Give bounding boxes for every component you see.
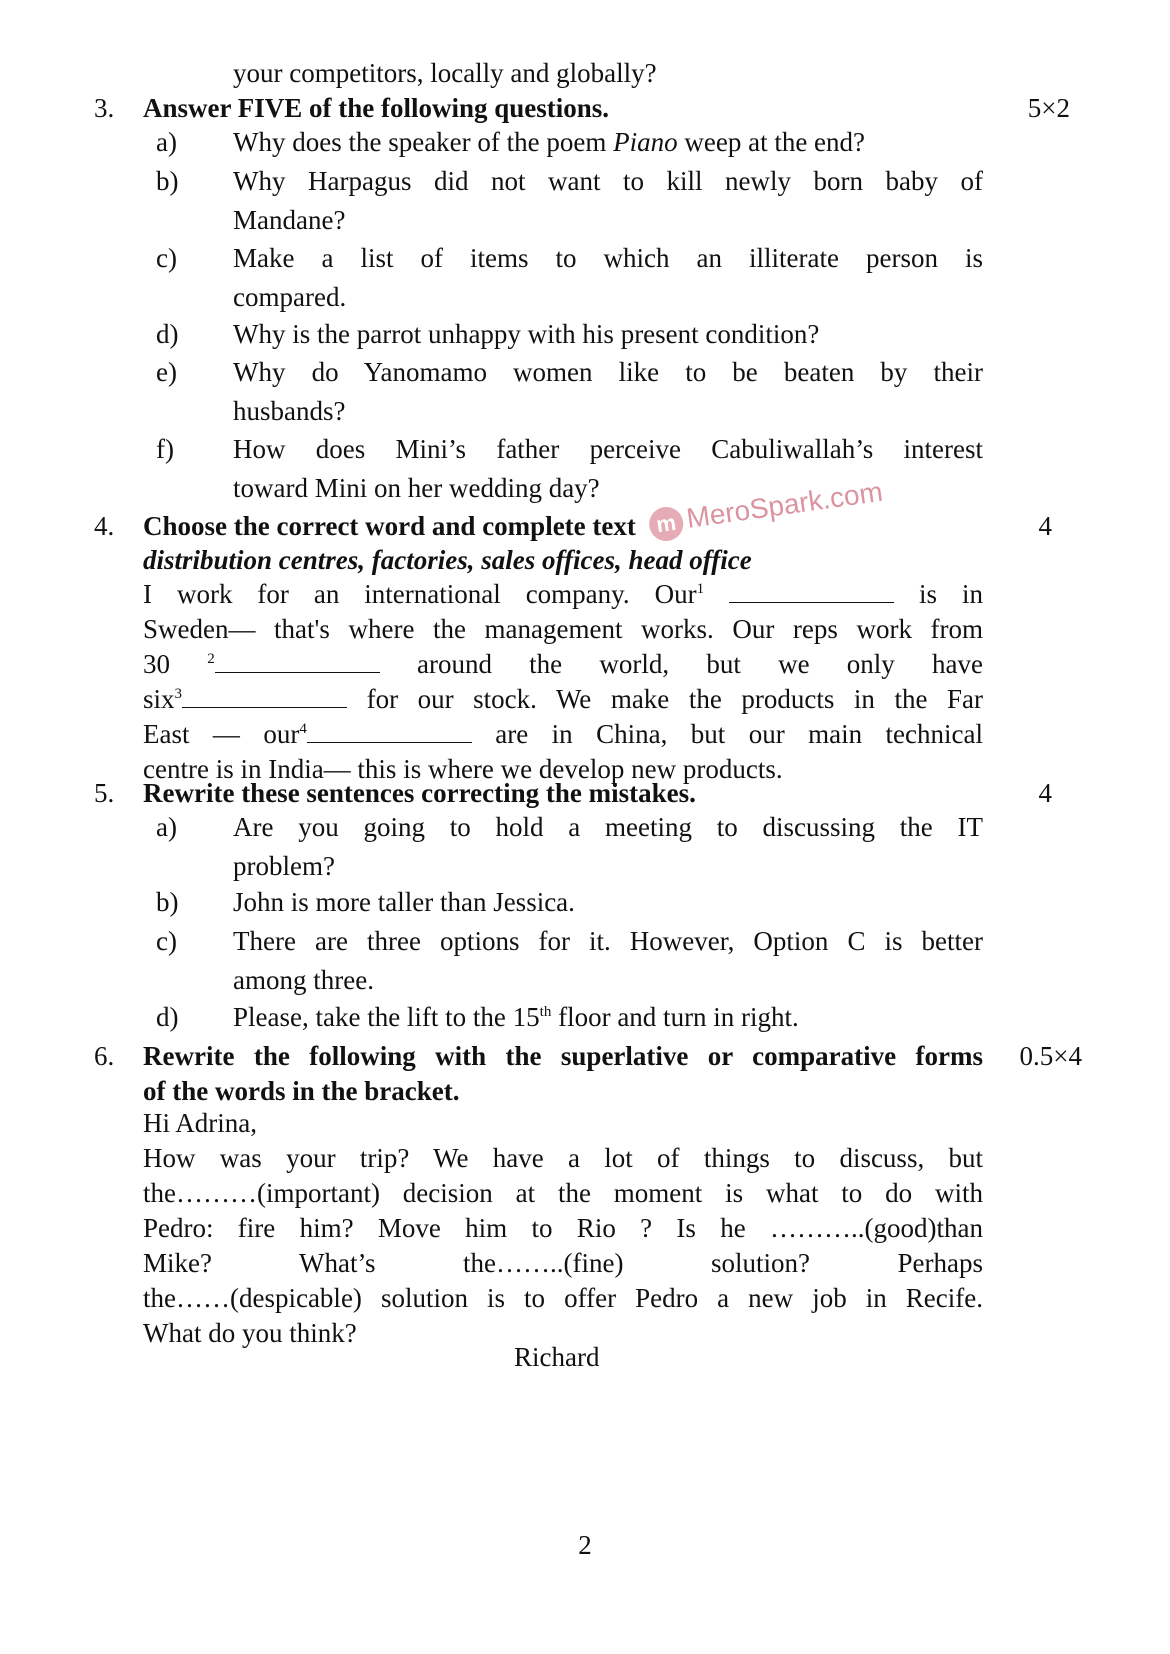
passage-line: six$^3$ for our stock. We make the products in the Far bbox=[143, 684, 984, 714]
letter-signature: Richard bbox=[514, 1342, 600, 1372]
q5-item-c bbox=[0, 924, 1170, 1004]
item-text: Please, take the lift to the 15th floor and turn in right. bbox=[233, 1002, 799, 1032]
item-text: Why does the speaker of the poem Piano weep at the end? bbox=[233, 127, 866, 157]
item-label: c) bbox=[156, 243, 177, 273]
poem-title: Piano bbox=[613, 127, 678, 157]
item-text: Why is the parrot unhappy with his present condition? bbox=[233, 319, 820, 349]
item-label: c) bbox=[156, 926, 177, 956]
letter bbox=[143, 1106, 983, 1351]
question-heading: Choose the correct word and complete text bbox=[143, 511, 636, 541]
item-label: b) bbox=[156, 887, 179, 917]
passage-line: Sweden— that's where the management works. Our reps work from bbox=[143, 614, 983, 644]
q3-item-a bbox=[0, 125, 1170, 165]
letter-line: the………(important) decision at the moment is what to do with bbox=[143, 1178, 983, 1208]
item-text: Are you going to hold a meeting to discussing the IT problem? bbox=[233, 812, 983, 881]
item-text: John is more taller than Jessica. bbox=[233, 887, 575, 917]
q5-item-d bbox=[0, 1000, 1170, 1040]
blank-2 bbox=[215, 650, 380, 673]
letter-greeting: Hi Adrina, bbox=[143, 1108, 257, 1138]
blank-3 bbox=[182, 685, 347, 708]
letter-line: the……(despicable) solution is to offer Pedro a new job in Recife. bbox=[143, 1283, 983, 1313]
letter-line: Pedro: fire him? Move him to Rio ? Is he ………..(good)than bbox=[143, 1213, 983, 1243]
q3-item-c bbox=[0, 241, 1170, 321]
q4-passage bbox=[143, 577, 983, 787]
question-marks: 4 bbox=[1038, 778, 1052, 808]
watermark-text: MeroSpark.com bbox=[684, 475, 885, 534]
item-label: a) bbox=[156, 812, 177, 842]
letter-line: Mike? What’s the……..(fine) solution? Perhaps bbox=[143, 1248, 983, 1278]
question-marks: 4 bbox=[1038, 511, 1052, 541]
item-label: b) bbox=[156, 166, 179, 196]
passage-line: 30 $^2$ around the world, but we only have bbox=[143, 649, 984, 679]
letter-line: How was your trip? We have a lot of things to discuss, but bbox=[143, 1143, 983, 1173]
question-marks: 0.5×4 bbox=[1019, 1041, 1082, 1071]
item-text: There are three options for it. However, Option C is better among three. bbox=[233, 926, 983, 995]
q3-item-f bbox=[0, 432, 1170, 512]
merospark-logo-icon: m bbox=[647, 504, 685, 542]
item-label: f) bbox=[156, 434, 174, 464]
question-heading: Rewrite these sentences correcting the mistakes. bbox=[143, 778, 696, 808]
passage-line: I work for an international company. Our$^1$ is in bbox=[143, 579, 984, 609]
passage-line: centre is in India— this is where we develop new products. bbox=[143, 754, 783, 784]
letter-line: What do you think? bbox=[143, 1318, 357, 1348]
item-text: Why Harpagus did not want to kill newly born baby of Mandane? bbox=[233, 166, 983, 235]
item-label: a) bbox=[156, 127, 177, 157]
question-number: 6. bbox=[94, 1041, 115, 1071]
item-text: How does Mini’s father perceive Cabuliwallah’s interest toward Mini on her wedding day? bbox=[233, 434, 983, 503]
question-number: 4. bbox=[94, 511, 115, 541]
item-label: d) bbox=[156, 319, 179, 349]
blank-4 bbox=[307, 720, 472, 743]
item-text: Why do Yanomamo women like to be beaten by their husbands? bbox=[233, 357, 983, 426]
question-number: 5. bbox=[94, 778, 115, 808]
question-marks: 5×2 bbox=[1027, 93, 1070, 123]
question-heading: Answer FIVE of the following questions. bbox=[143, 93, 610, 123]
q3-item-e bbox=[0, 355, 1170, 435]
q3-item-d bbox=[0, 317, 1170, 357]
item-label: d) bbox=[156, 1002, 179, 1032]
page-number: 2 bbox=[578, 1530, 592, 1560]
item-label: e) bbox=[156, 357, 177, 387]
passage-line: East — our$^4$ are in China, but our main technical bbox=[143, 719, 983, 749]
word-box: distribution centres, factories, sales offices, head office bbox=[143, 545, 752, 575]
question-heading: Rewrite the following with the superlative or comparative forms of the words in the bracket. bbox=[143, 1041, 983, 1106]
item-text: Make a list of items to which an illiterate person is compared. bbox=[233, 243, 983, 312]
question-number: 3. bbox=[94, 93, 115, 123]
q5-item-b bbox=[0, 885, 1170, 925]
q5-item-a bbox=[0, 810, 1170, 890]
blank-1 bbox=[729, 580, 894, 603]
q3-item-b bbox=[0, 164, 1170, 244]
continuation-text: your competitors, locally and globally? bbox=[233, 58, 657, 88]
